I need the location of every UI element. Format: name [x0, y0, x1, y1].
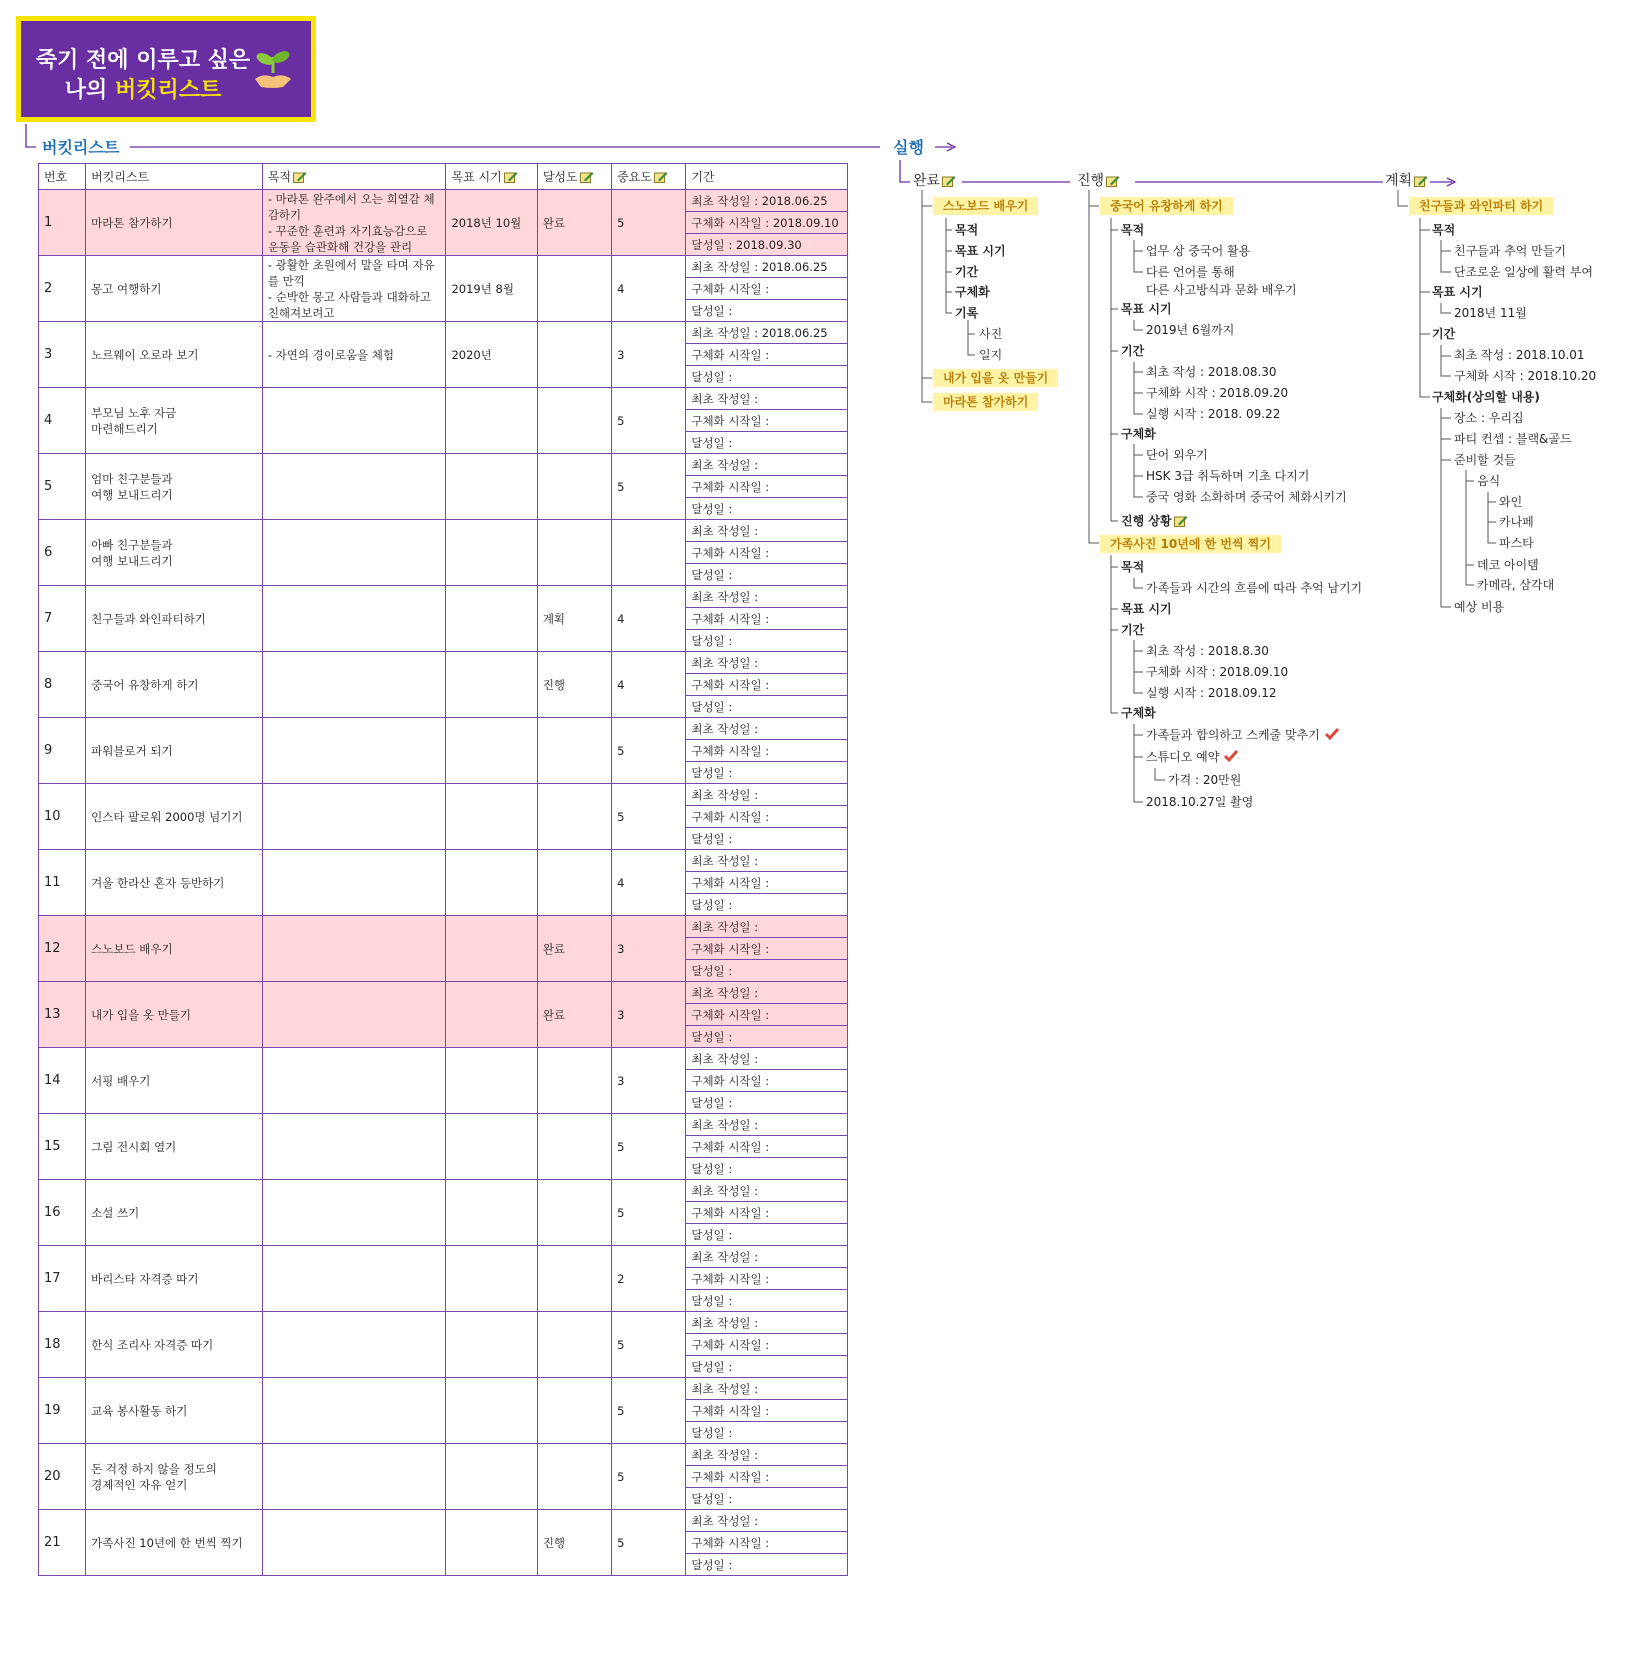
cell-purpose[interactable]	[262, 1510, 446, 1576]
action-header: 실행	[893, 138, 924, 157]
cell-number: 10	[39, 784, 86, 850]
cell-importance[interactable]: 5	[612, 388, 686, 454]
mm-wine-target-1[interactable]: 2018년 11월	[1454, 306, 1527, 320]
cell-importance[interactable]: 5	[612, 1114, 686, 1180]
cell-bucket-name[interactable]: 몽고 여행하기	[86, 256, 263, 322]
cell-progress[interactable]	[537, 520, 611, 586]
cell-period[interactable]: 달성일 :	[686, 1422, 848, 1444]
cell-number: 5	[39, 454, 86, 520]
cell-progress[interactable]: 진행	[537, 1510, 611, 1576]
cell-period[interactable]: 달성일 :	[686, 1026, 848, 1048]
cell-purpose[interactable]	[262, 1246, 446, 1312]
mm-wine-deco[interactable]: 데코 아이템	[1477, 558, 1539, 572]
cell-progress[interactable]	[537, 1048, 611, 1114]
mm-snowboard-purpose[interactable]: 목적	[955, 223, 979, 237]
cell-target[interactable]	[446, 520, 537, 586]
cell-purpose[interactable]	[262, 1444, 446, 1510]
cell-period[interactable]: 달성일 :	[686, 1488, 848, 1510]
mm-progress-label[interactable]: 진행	[1077, 173, 1120, 189]
mm-wine-cost[interactable]: 예상 비용	[1454, 600, 1505, 614]
cell-purpose[interactable]	[262, 982, 446, 1048]
cell-bucket-name[interactable]: 돈 걱정 하지 않을 정도의 경제적인 자유 얻기	[86, 1444, 263, 1510]
cell-period[interactable]: 최초 작성일 :	[686, 1312, 848, 1334]
cell-target[interactable]: 2020년	[446, 322, 537, 388]
mm-chinese-period-1[interactable]: 최초 작성 : 2018.08.30	[1146, 365, 1277, 379]
cell-bucket-name[interactable]: 노르웨이 오로라 보기	[86, 322, 263, 388]
mm-wine-food-wine[interactable]: 와인	[1499, 495, 1523, 509]
mm-chinese-period-3[interactable]: 실행 시작 : 2018. 09.22	[1146, 407, 1281, 421]
mm-photo-period-3[interactable]: 실행 시작 : 2018.09.12	[1146, 686, 1277, 700]
cell-bucket-name[interactable]: 가족사진 10년에 한 번씩 찍기	[86, 1510, 263, 1576]
edit-note-icon[interactable]	[942, 175, 956, 187]
col-header-progress: 달성도	[537, 164, 611, 190]
edit-note-icon[interactable]	[1106, 175, 1120, 187]
mm-record-journal[interactable]: 일지	[979, 348, 1003, 362]
cell-purpose[interactable]	[262, 1312, 446, 1378]
cell-purpose[interactable]	[262, 916, 446, 982]
cell-importance[interactable]: 5	[612, 784, 686, 850]
cell-number: 3	[39, 322, 86, 388]
cell-number: 8	[39, 652, 86, 718]
cell-progress[interactable]: 완료	[537, 190, 611, 256]
title-line-2-prefix: 나의	[64, 78, 115, 103]
cell-bucket-name[interactable]: 서핑 배우기	[86, 1048, 263, 1114]
mm-photo-period-2[interactable]: 구체화 시작 : 2018.09.10	[1146, 665, 1289, 679]
cell-period[interactable]: 달성일 :	[686, 960, 848, 982]
mm-chinese-purpose-3[interactable]: 다른 사고방식과 문화 배우기	[1146, 283, 1297, 297]
cell-period[interactable]: 최초 작성일 :	[686, 1180, 848, 1202]
cell-bucket-name[interactable]: 스노보드 배우기	[86, 916, 263, 982]
cell-importance[interactable]: 4	[612, 652, 686, 718]
cell-period[interactable]: 달성일 :	[686, 1158, 848, 1180]
cell-period[interactable]: 최초 작성일 : 2018.06.25	[686, 190, 848, 212]
cell-bucket-name[interactable]: 엄마 친구분들과 여행 보내드리기	[86, 454, 263, 520]
mm-chinese-purpose[interactable]: 목적	[1121, 223, 1145, 237]
mm-chinese-status[interactable]: 진행 상황	[1121, 513, 1188, 529]
cell-period[interactable]: 최초 작성일 :	[686, 1378, 848, 1400]
edit-note-icon[interactable]	[1174, 515, 1188, 527]
cell-bucket-name[interactable]: 인스타 팔로워 2000명 넘기기	[86, 784, 263, 850]
cell-bucket-name[interactable]: 파워블로거 되기	[86, 718, 263, 784]
cell-importance[interactable]: 5	[612, 1180, 686, 1246]
cell-period[interactable]: 구체화 시작일 :	[686, 872, 848, 894]
cell-period[interactable]: 달성일 :	[686, 1554, 848, 1576]
cell-number: 17	[39, 1246, 86, 1312]
cell-number: 1	[39, 190, 86, 256]
mm-wine-spec[interactable]: 구체화(상의할 내용)	[1432, 390, 1540, 404]
cell-target[interactable]	[446, 718, 537, 784]
edit-note-icon[interactable]	[1414, 175, 1428, 187]
cell-purpose[interactable]	[262, 586, 446, 652]
table-row	[39, 982, 848, 1004]
cell-progress[interactable]: 완료	[537, 982, 611, 1048]
cell-bucket-name[interactable]: 부모님 노후 자금 마련해드리기	[86, 388, 263, 454]
cell-purpose[interactable]: - 광활한 초원에서 말을 타며 자유를 만끽 - 순박한 몽고 사람들과 대화하고 친해져보려고	[262, 256, 446, 322]
mm-snowboard-spec[interactable]: 구체화	[955, 285, 990, 299]
cell-period[interactable]: 구체화 시작일 :	[686, 740, 848, 762]
mm-chinese-target[interactable]: 목표 시기	[1121, 302, 1172, 316]
cell-importance[interactable]: 5	[612, 1444, 686, 1510]
mm-wine-food-canape[interactable]: 카나페	[1499, 515, 1534, 529]
table-row	[39, 1378, 848, 1400]
table-row	[39, 916, 848, 938]
mm-wine-purpose[interactable]: 목적	[1432, 223, 1456, 237]
cell-period[interactable]: 구체화 시작일 : 2018.09.10	[686, 212, 848, 234]
cell-progress[interactable]: 진행	[537, 652, 611, 718]
cell-period[interactable]: 최초 작성일 :	[686, 982, 848, 1004]
cell-period[interactable]: 달성일 :	[686, 300, 848, 322]
table-row	[39, 1246, 848, 1268]
cell-period[interactable]: 구체화 시작일 :	[686, 674, 848, 696]
cell-period[interactable]: 구체화 시작일 :	[686, 1334, 848, 1356]
cell-importance[interactable]: 5	[612, 454, 686, 520]
mm-chinese-spec-1[interactable]: 단어 외우기	[1146, 448, 1208, 462]
cell-progress[interactable]	[537, 1246, 611, 1312]
mm-wine-food[interactable]: 음식	[1477, 474, 1501, 488]
cell-bucket-name[interactable]: 마라톤 참가하기	[86, 190, 263, 256]
cell-number: 7	[39, 586, 86, 652]
mm-snowboard-period[interactable]: 기간	[955, 265, 979, 279]
table-row	[39, 1114, 848, 1136]
col-header-purpose: 목적	[262, 164, 446, 190]
bucket-list-table	[38, 163, 848, 1576]
check-icon	[1223, 749, 1239, 763]
cell-bucket-name[interactable]: 친구들과 와인파티하기	[86, 586, 263, 652]
cell-bucket-name[interactable]: 한식 조리사 자격증 따기	[86, 1312, 263, 1378]
mm-plan-label[interactable]: 계획	[1385, 173, 1428, 189]
cell-period[interactable]: 달성일 :	[686, 1290, 848, 1312]
mm-chinese-spec-2[interactable]: HSK 3급 취득하며 기초 다지기	[1146, 469, 1310, 483]
mm-chinese-spec[interactable]: 구체화	[1121, 427, 1156, 441]
cell-progress[interactable]	[537, 322, 611, 388]
cell-number: 13	[39, 982, 86, 1048]
cell-number: 14	[39, 1048, 86, 1114]
cell-period[interactable]: 구체화 시작일 :	[686, 806, 848, 828]
cell-progress[interactable]	[537, 1444, 611, 1510]
cell-target[interactable]	[446, 1510, 537, 1576]
cell-importance[interactable]: 5	[612, 190, 686, 256]
mm-photo-purpose[interactable]: 목적	[1121, 560, 1145, 574]
cell-progress[interactable]: 계획	[537, 586, 611, 652]
cell-number: 18	[39, 1312, 86, 1378]
cell-importance[interactable]: 3	[612, 322, 686, 388]
cell-number: 19	[39, 1378, 86, 1444]
cell-period[interactable]: 달성일 :	[686, 630, 848, 652]
cell-progress[interactable]	[537, 784, 611, 850]
cell-period[interactable]: 최초 작성일 :	[686, 1246, 848, 1268]
cell-target[interactable]	[446, 586, 537, 652]
mm-wine-period-1[interactable]: 최초 작성 : 2018.10.01	[1454, 348, 1585, 362]
cell-purpose[interactable]: - 마라톤 완주에서 오는 희열감 체감하기 - 꾸준한 훈련과 자기효능감으로 운동을 습관화해 건강을 관리	[262, 190, 446, 256]
table-row	[39, 850, 848, 872]
check-icon	[1324, 727, 1340, 741]
cell-importance[interactable]: 4	[612, 586, 686, 652]
cell-period[interactable]: 최초 작성일 :	[686, 1510, 848, 1532]
mm-chinese-purpose-1[interactable]: 업무 상 중국어 활용	[1146, 244, 1251, 258]
mm-progress-photo[interactable]: 가족사진 10년에 한 번씩 찍기	[1100, 535, 1281, 553]
mm-wine-spec-2[interactable]: 파티 컨셉 : 블랙&골드	[1454, 432, 1572, 446]
table-row	[39, 652, 848, 674]
title-line-1: 죽기 전에 이루고 싶은	[35, 48, 251, 73]
cell-period[interactable]: 달성일 :	[686, 498, 848, 520]
table-row	[39, 1312, 848, 1334]
cell-progress[interactable]	[537, 1114, 611, 1180]
cell-importance[interactable]: 2	[612, 1246, 686, 1312]
col-header-bucket: 버킷리스트	[86, 164, 263, 190]
cell-period[interactable]: 최초 작성일 :	[686, 652, 848, 674]
cell-period[interactable]: 달성일 :	[686, 432, 848, 454]
edit-note-icon[interactable]	[580, 171, 594, 183]
cell-target[interactable]	[446, 1444, 537, 1510]
mm-done-snowboard[interactable]: 스노보드 배우기	[933, 197, 1038, 215]
cell-period[interactable]: 달성일 :	[686, 762, 848, 784]
mm-chinese-purpose-2[interactable]: 다른 언어를 통해	[1146, 265, 1235, 279]
mm-photo-spec[interactable]: 구체화	[1121, 706, 1156, 720]
mm-progress-chinese[interactable]: 중국어 유창하게 하기	[1100, 197, 1233, 215]
mm-done-label[interactable]: 완료	[913, 173, 956, 189]
cell-purpose[interactable]	[262, 1048, 446, 1114]
table-row	[39, 520, 848, 542]
cell-target[interactable]	[446, 1246, 537, 1312]
mm-wine-purpose-1[interactable]: 친구들과 추억 만들기	[1454, 244, 1566, 258]
cell-target[interactable]	[446, 1048, 537, 1114]
cell-number: 21	[39, 1510, 86, 1576]
cell-period[interactable]: 구체화 시작일 :	[686, 1268, 848, 1290]
mm-photo-spec-price[interactable]: 가격 : 20만원	[1168, 773, 1242, 787]
cell-number: 6	[39, 520, 86, 586]
cell-period[interactable]: 최초 작성일 :	[686, 1114, 848, 1136]
cell-target[interactable]: 2018년 10월	[446, 190, 537, 256]
cell-purpose[interactable]	[262, 388, 446, 454]
cell-number: 16	[39, 1180, 86, 1246]
cell-period[interactable]: 최초 작성일 :	[686, 1444, 848, 1466]
cell-number: 4	[39, 388, 86, 454]
cell-progress[interactable]	[537, 388, 611, 454]
mm-wine-spec-1[interactable]: 장소 : 우리집	[1454, 411, 1524, 425]
table-row	[39, 256, 848, 278]
cell-period[interactable]: 최초 작성일 :	[686, 850, 848, 872]
cell-number: 12	[39, 916, 86, 982]
cell-target[interactable]	[446, 652, 537, 718]
cell-target[interactable]	[446, 916, 537, 982]
cell-number: 15	[39, 1114, 86, 1180]
table-row	[39, 322, 848, 344]
table-row	[39, 1180, 848, 1202]
cell-progress[interactable]	[537, 1378, 611, 1444]
table-row	[39, 1444, 848, 1466]
cell-purpose[interactable]	[262, 454, 446, 520]
title-highlight: 버킷리스트	[114, 78, 222, 103]
cell-number: 20	[39, 1444, 86, 1510]
cell-bucket-name[interactable]: 내가 입을 옷 만들기	[86, 982, 263, 1048]
mm-wine-camera[interactable]: 카메라, 삼각대	[1477, 578, 1555, 592]
table-row	[39, 1510, 848, 1532]
cell-period[interactable]: 구체화 시작일 :	[686, 476, 848, 498]
cell-period[interactable]: 최초 작성일 :	[686, 916, 848, 938]
cell-importance[interactable]: 3	[612, 982, 686, 1048]
cell-purpose[interactable]	[262, 520, 446, 586]
cell-bucket-name[interactable]: 아빠 친구분들과 여행 보내드리기	[86, 520, 263, 586]
mm-photo-spec-3[interactable]: 2018.10.27일 촬영	[1146, 795, 1254, 809]
cell-period[interactable]: 최초 작성일 : 2018.06.25	[686, 322, 848, 344]
cell-period[interactable]: 달성일 :	[686, 1092, 848, 1114]
cell-period[interactable]: 구체화 시작일 :	[686, 1532, 848, 1554]
mm-snowboard-target[interactable]: 목표 시기	[955, 244, 1006, 258]
cell-target[interactable]	[446, 850, 537, 916]
cell-importance[interactable]: 3	[612, 1048, 686, 1114]
mm-plan-wine[interactable]: 친구들과 와인파티 하기	[1409, 197, 1553, 215]
cell-progress[interactable]: 완료	[537, 916, 611, 982]
cell-period[interactable]: 최초 작성일 :	[686, 784, 848, 806]
mm-wine-purpose-2[interactable]: 단조로운 일상에 활력 부여	[1454, 265, 1593, 279]
table-row	[39, 586, 848, 608]
cell-period[interactable]: 구체화 시작일 :	[686, 938, 848, 960]
edit-note-icon[interactable]	[293, 171, 307, 183]
table-header-row	[39, 164, 848, 190]
mm-wine-spec-3[interactable]: 준비할 것들	[1454, 453, 1516, 467]
cell-period[interactable]: 최초 작성일 :	[686, 388, 848, 410]
cell-progress[interactable]	[537, 1312, 611, 1378]
cell-importance[interactable]: 5	[612, 1312, 686, 1378]
cell-purpose[interactable]	[262, 718, 446, 784]
cell-bucket-name[interactable]: 그림 전시회 열기	[86, 1114, 263, 1180]
cell-progress[interactable]	[537, 1180, 611, 1246]
cell-period[interactable]: 달성일 :	[686, 1356, 848, 1378]
cell-bucket-name[interactable]: 겨울 한라산 혼자 등반하기	[86, 850, 263, 916]
cell-period[interactable]: 구체화 시작일 :	[686, 344, 848, 366]
cell-importance[interactable]: 5	[612, 1510, 686, 1576]
cell-period[interactable]: 구체화 시작일 :	[686, 1136, 848, 1158]
mm-wine-period[interactable]: 기간	[1432, 327, 1456, 341]
cell-period[interactable]: 최초 작성일 :	[686, 520, 848, 542]
cell-period[interactable]: 구체화 시작일 :	[686, 1004, 848, 1026]
mm-done-clothes[interactable]: 내가 입을 옷 만들기	[933, 369, 1058, 387]
mm-photo-spec-1[interactable]: 가족들과 합의하고 스케줄 맞추기	[1146, 727, 1340, 743]
cell-target[interactable]	[446, 454, 537, 520]
cell-purpose[interactable]: - 자연의 경이로움을 체험	[262, 322, 446, 388]
cell-purpose[interactable]	[262, 1114, 446, 1180]
cell-period[interactable]: 달성일 :	[686, 894, 848, 916]
cell-purpose[interactable]	[262, 1378, 446, 1444]
cell-period[interactable]: 구체화 시작일 :	[686, 542, 848, 564]
cell-target[interactable]	[446, 784, 537, 850]
edit-note-icon[interactable]	[654, 171, 668, 183]
table-row	[39, 1048, 848, 1070]
table-row	[39, 454, 848, 476]
cell-bucket-name[interactable]: 소설 쓰기	[86, 1180, 263, 1246]
cell-importance[interactable]: 5	[612, 718, 686, 784]
mm-photo-period[interactable]: 기간	[1121, 623, 1145, 637]
cell-target[interactable]: 2019년 8월	[446, 256, 537, 322]
col-header-period: 기간	[686, 164, 848, 190]
mm-snowboard-record[interactable]: 기록	[955, 306, 979, 320]
bucketlist-header: 버킷리스트	[42, 138, 120, 157]
cell-target[interactable]	[446, 1114, 537, 1180]
cell-period[interactable]: 구체화 시작일 :	[686, 278, 848, 300]
cell-importance[interactable]: 4	[612, 256, 686, 322]
mm-photo-purpose-1[interactable]: 가족들과 시간의 흐름에 따라 추억 남기기	[1146, 581, 1363, 595]
cell-period[interactable]: 달성일 :	[686, 564, 848, 586]
mm-photo-target[interactable]: 목표 시기	[1121, 602, 1172, 616]
mm-chinese-period[interactable]: 기간	[1121, 344, 1145, 358]
cell-importance[interactable]: 5	[612, 1378, 686, 1444]
mm-done-marathon[interactable]: 마라톤 참가하기	[933, 393, 1038, 411]
cell-period[interactable]: 구체화 시작일 :	[686, 1466, 848, 1488]
mm-photo-period-1[interactable]: 최초 작성 : 2018.8.30	[1146, 644, 1269, 658]
cell-period[interactable]: 달성일 :	[686, 1224, 848, 1246]
mm-wine-period-2[interactable]: 구체화 시작 : 2018.10.20	[1454, 369, 1597, 383]
cell-progress[interactable]	[537, 256, 611, 322]
cell-progress[interactable]	[537, 454, 611, 520]
cell-target[interactable]	[446, 1378, 537, 1444]
mm-record-photo[interactable]: 사진	[979, 327, 1003, 341]
cell-period[interactable]: 달성일 : 2018.09.30	[686, 234, 848, 256]
cell-period[interactable]: 최초 작성일 :	[686, 586, 848, 608]
cell-number: 2	[39, 256, 86, 322]
cell-period[interactable]: 최초 작성일 :	[686, 454, 848, 476]
cell-importance[interactable]: 3	[612, 916, 686, 982]
cell-period[interactable]: 구체화 시작일 :	[686, 1400, 848, 1422]
table-row	[39, 718, 848, 740]
cell-purpose[interactable]	[262, 652, 446, 718]
cell-period[interactable]: 달성일 :	[686, 696, 848, 718]
cell-number: 9	[39, 718, 86, 784]
mm-chinese-target-1[interactable]: 2019년 6월까지	[1146, 323, 1235, 337]
cell-period[interactable]: 최초 작성일 : 2018.06.25	[686, 256, 848, 278]
cell-purpose[interactable]	[262, 1180, 446, 1246]
cell-bucket-name[interactable]: 중국어 유창하게 하기	[86, 652, 263, 718]
cell-period[interactable]: 구체화 시작일 :	[686, 410, 848, 432]
mm-chinese-period-2[interactable]: 구체화 시작 : 2018.09.20	[1146, 386, 1289, 400]
cell-target[interactable]	[446, 982, 537, 1048]
col-header-number: 번호	[39, 164, 86, 190]
cell-period[interactable]: 달성일 :	[686, 366, 848, 388]
cell-period[interactable]: 달성일 :	[686, 828, 848, 850]
mm-wine-target[interactable]: 목표 시기	[1432, 285, 1483, 299]
cell-period[interactable]: 최초 작성일 :	[686, 718, 848, 740]
table-row	[39, 784, 848, 806]
cell-target[interactable]	[446, 1312, 537, 1378]
cell-period[interactable]: 구체화 시작일 :	[686, 1202, 848, 1224]
cell-number: 11	[39, 850, 86, 916]
cell-target[interactable]	[446, 1180, 537, 1246]
mm-wine-food-pasta[interactable]: 파스타	[1499, 536, 1534, 550]
cell-importance[interactable]	[612, 520, 686, 586]
cell-purpose[interactable]	[262, 850, 446, 916]
col-header-importance: 중요도	[612, 164, 686, 190]
cell-target[interactable]	[446, 388, 537, 454]
cell-importance[interactable]: 4	[612, 850, 686, 916]
mm-chinese-spec-3[interactable]: 중국 영화 소화하며 중국어 체화시키기	[1146, 490, 1347, 504]
cell-bucket-name[interactable]: 바리스타 자격증 따기	[86, 1246, 263, 1312]
cell-period[interactable]: 구체화 시작일 :	[686, 1070, 848, 1092]
cell-period[interactable]: 구체화 시작일 :	[686, 608, 848, 630]
col-header-target: 목표 시기	[446, 164, 537, 190]
table-row	[39, 190, 848, 212]
table-row	[39, 388, 848, 410]
mm-photo-spec-2[interactable]: 스튜디오 예약	[1146, 749, 1239, 765]
cell-period[interactable]: 최초 작성일 :	[686, 1048, 848, 1070]
cell-progress[interactable]	[537, 850, 611, 916]
cell-progress[interactable]	[537, 718, 611, 784]
edit-note-icon[interactable]	[504, 171, 518, 183]
cell-purpose[interactable]	[262, 784, 446, 850]
cell-bucket-name[interactable]: 교육 봉사활동 하기	[86, 1378, 263, 1444]
